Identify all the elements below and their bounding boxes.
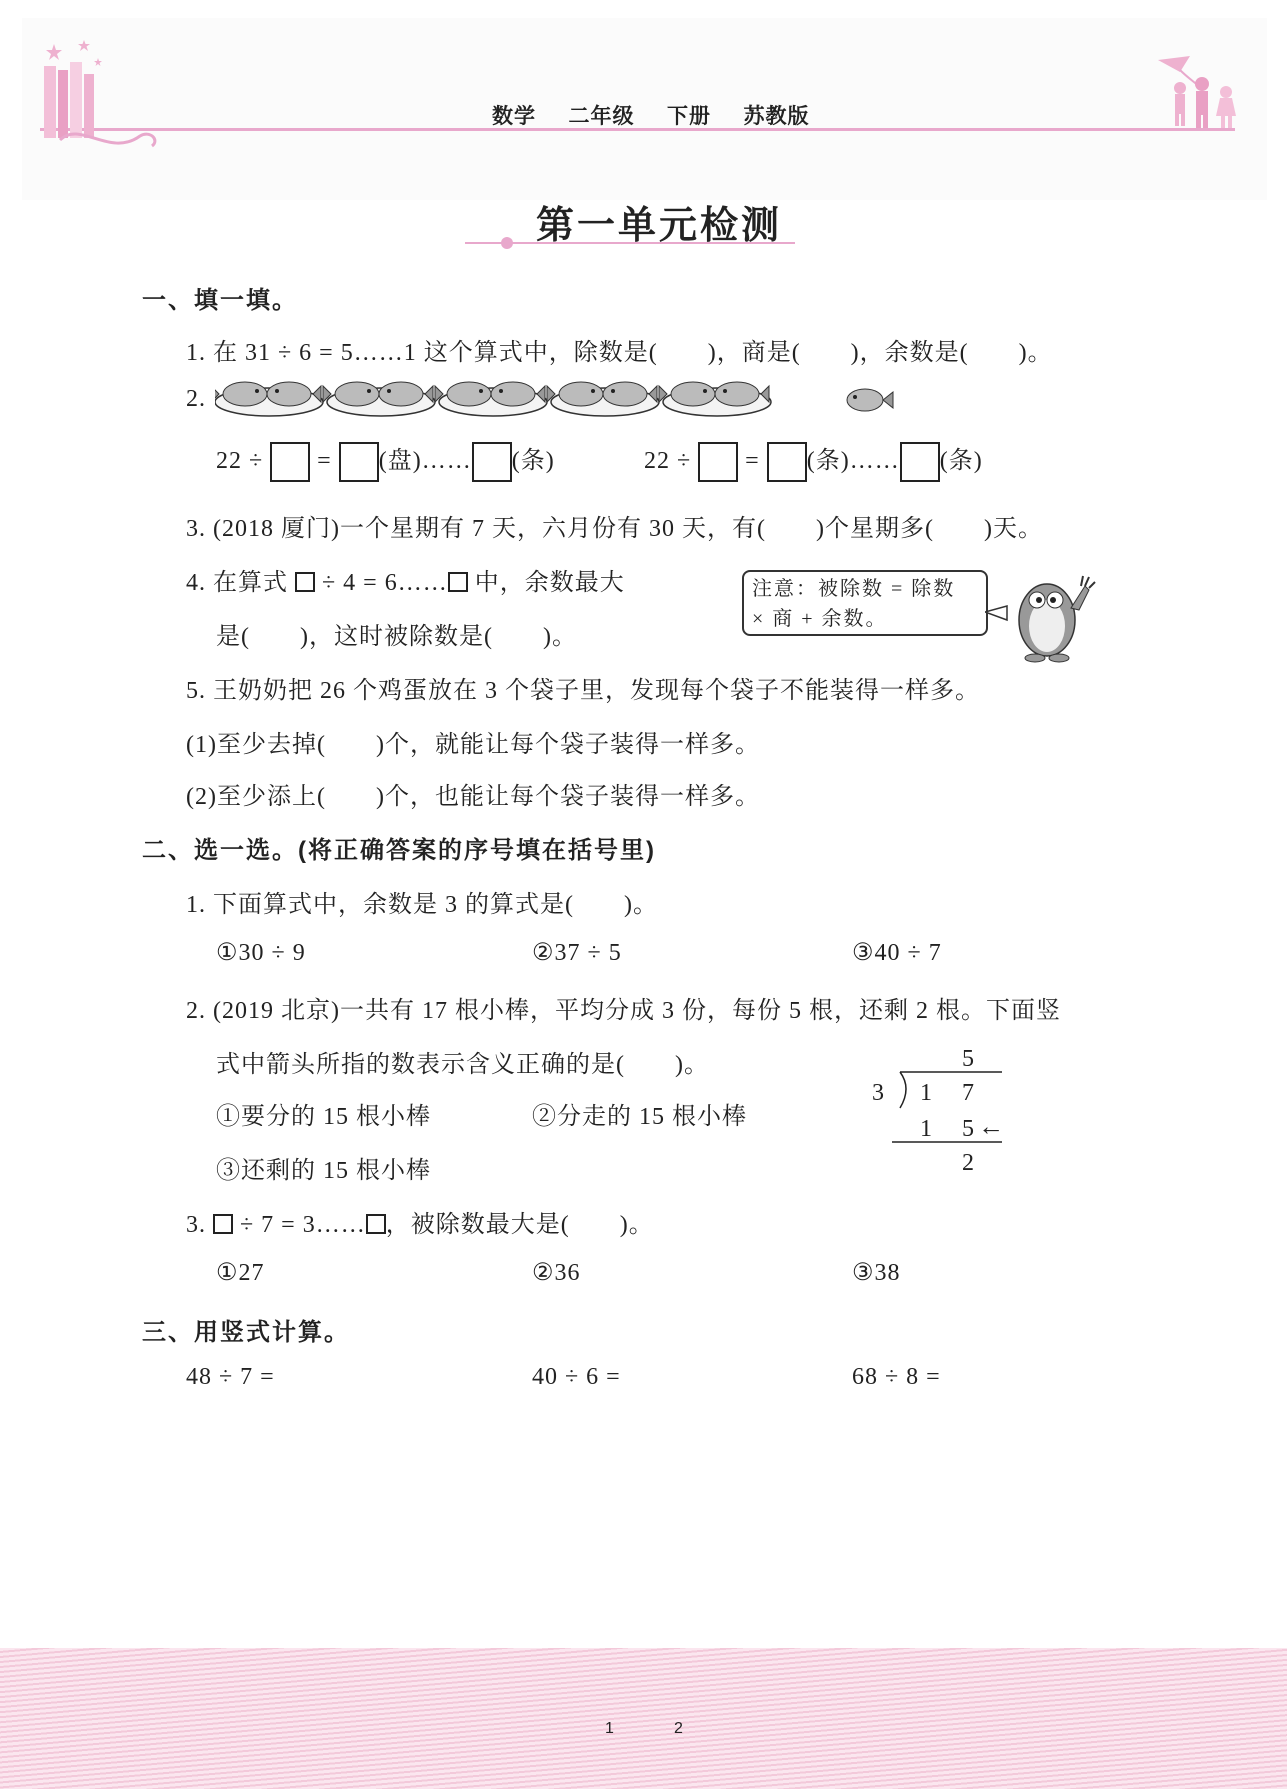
books-logo-icon: [40, 40, 170, 155]
q2-1-option-1[interactable]: ①30 ÷ 9: [216, 940, 306, 966]
q2-3-option-3[interactable]: ③38: [852, 1260, 901, 1286]
header-subject: 数学: [492, 104, 536, 128]
division-remainder: 2: [962, 1150, 975, 1176]
section-1-heading: 一、填一填。: [142, 287, 298, 314]
calc-item-2: 40 ÷ 6 =: [532, 1364, 621, 1390]
q2-1-option-3[interactable]: ③40 ÷ 7: [852, 940, 942, 966]
page-number-left: 1: [605, 1720, 614, 1737]
footer-band: [0, 1648, 1287, 1789]
q2-1-text: 1. 下面算式中，余数是 3 的算式是( )。: [186, 892, 658, 918]
section-3-heading: 三、用竖式计算。: [142, 1319, 350, 1346]
q2-2-line1: 2. (2019 北京)一共有 17 根小棒，平均分成 3 份，每份 5 根，还剩 2 根。下面竖: [186, 998, 1061, 1024]
q1-2-equation-a: 22 ÷ = (盘)…… (条): [216, 440, 555, 482]
answer-box[interactable]: [270, 442, 310, 482]
hint-line-2: × 商 + 余数。: [752, 608, 888, 630]
q1-4-line1: 4. 在算式 ÷ 4 = 6…… 中，余数最大: [186, 570, 625, 596]
answer-box[interactable]: [448, 572, 468, 592]
cartoon-penguin-icon: [985, 566, 1105, 666]
calc-item-3: 68 ÷ 8 =: [852, 1364, 941, 1390]
q2-2-line2: 式中箭头所指的数表示含义正确的是( )。: [216, 1052, 709, 1078]
division-product-ones: 5: [962, 1116, 975, 1142]
header-meta: [492, 100, 810, 130]
answer-box[interactable]: [767, 442, 807, 482]
fish-plates-illustration: [215, 372, 895, 422]
q1-2-equation-b: 22 ÷ = (条)…… (条): [644, 440, 983, 482]
calc-item-1: 48 ÷ 7 =: [186, 1364, 275, 1390]
q1-1-text: 1. 在 31 ÷ 6 = 5……1 这个算式中，除数是( )，商是( )，余数是( )。: [186, 340, 1053, 366]
header-grade: 二年级: [568, 104, 635, 128]
header-edition: 苏教版: [743, 104, 810, 128]
section-2-heading: 二、选一选。(将正确答案的序号填在括号里): [142, 837, 656, 864]
division-dividend-tens: 1: [920, 1080, 933, 1106]
fish-plate-icon: [215, 382, 323, 416]
hint-callout: [742, 570, 988, 636]
answer-box[interactable]: [366, 1214, 386, 1234]
division-divisor: 3: [872, 1080, 885, 1106]
q2-3-text: 3. ÷ 7 = 3…… ，被除数最大是( )。: [186, 1212, 654, 1238]
hint-line-1: 注意：被除数 = 除数: [752, 578, 956, 600]
q2-2-option-1[interactable]: ①要分的 15 根小棒: [216, 1104, 431, 1130]
q1-3-text: 3. (2018 厦门)一个星期有 7 天，六月份有 30 天，有( )个星期多( )天。: [186, 516, 1043, 542]
q1-5-part1: (1)至少去掉( )个，就能让每个袋子装得一样多。: [186, 732, 760, 758]
page-number-right: 2: [674, 1720, 683, 1737]
answer-box[interactable]: [698, 442, 738, 482]
header-term: 下册: [667, 104, 711, 128]
q1-5-part2: (2)至少添上( )个，也能让每个袋子装得一样多。: [186, 784, 760, 810]
q2-2-option-3[interactable]: ③还剩的 15 根小棒: [216, 1158, 431, 1184]
q2-2-option-2[interactable]: ②分走的 15 根小棒: [532, 1104, 747, 1130]
page-title: 第一单元检测: [536, 205, 783, 247]
answer-box[interactable]: [472, 442, 512, 482]
arrow-left-icon: ←: [978, 1112, 1004, 1141]
children-kite-icon: [1150, 50, 1250, 130]
title-underline: [465, 236, 795, 250]
q1-2-number: 2.: [186, 386, 206, 412]
answer-box[interactable]: [900, 442, 940, 482]
answer-box[interactable]: [295, 572, 315, 592]
q1-5-text: 5. 王奶奶把 26 个鸡蛋放在 3 个袋子里，发现每个袋子不能装得一样多。: [186, 678, 980, 704]
q2-3-option-2[interactable]: ②36: [532, 1260, 581, 1286]
q2-3-option-1[interactable]: ①27: [216, 1260, 265, 1286]
answer-box[interactable]: [339, 442, 379, 482]
division-product-tens: 1: [920, 1116, 933, 1142]
answer-box[interactable]: [213, 1214, 233, 1234]
q2-1-option-2[interactable]: ②37 ÷ 5: [532, 940, 622, 966]
division-dividend-ones: 7: [962, 1080, 975, 1106]
division-quotient: 5: [962, 1046, 975, 1072]
single-fish-icon: [847, 389, 893, 411]
q1-4-line2: 是( )，这时被除数是( )。: [216, 624, 577, 650]
